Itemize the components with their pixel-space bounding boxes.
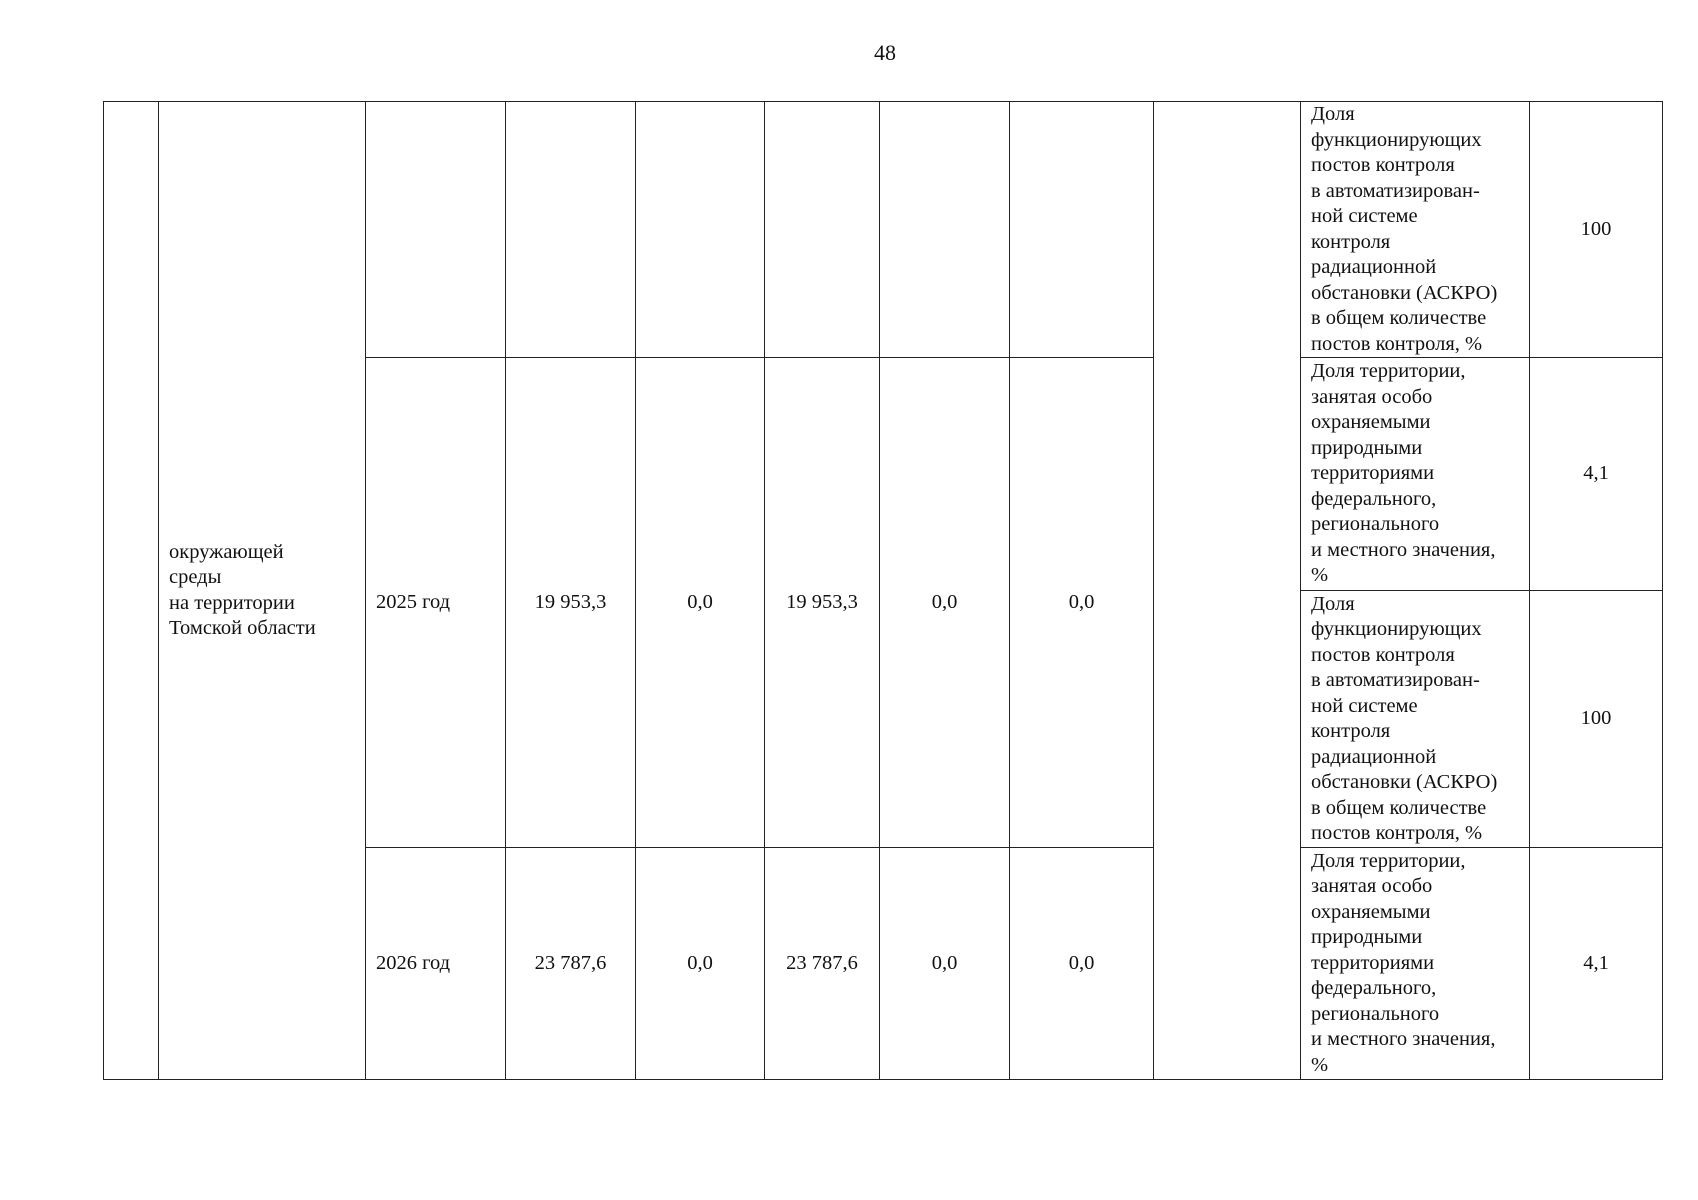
empty-number-cell (104, 102, 159, 1080)
indicator-value: 100 (1530, 591, 1663, 848)
program-name-line: среды (169, 566, 222, 588)
extra-cell: 0,0 (1010, 848, 1154, 1080)
indicator-line: занятая особо (1311, 875, 1433, 898)
indicator-line: % (1311, 1053, 1329, 1076)
indicator-value: 4,1 (1530, 848, 1663, 1080)
federal-cell: 0,0 (636, 848, 765, 1080)
budget-table (103, 101, 1663, 1080)
indicator-name-cell (1301, 848, 1530, 1080)
indicator-line: регионального (1311, 1002, 1440, 1025)
empty-cell (506, 102, 636, 358)
indicator-value: 100 (1530, 102, 1663, 358)
indicator-line: регионального (1311, 513, 1440, 536)
indicator-line: Доля (1311, 592, 1355, 615)
indicator-line: постов контроля (1311, 154, 1455, 176)
indicator-name-cell (1301, 358, 1530, 591)
empty-cell (1010, 102, 1154, 358)
indicator-line: постов контроля, % (1311, 332, 1483, 355)
page-number: 48 (874, 40, 896, 65)
indicator-line: в общем количестве (1311, 307, 1487, 329)
federal-cell: 0,0 (636, 358, 765, 848)
indicator-line: % (1311, 564, 1329, 587)
indicator-line: федерального, (1311, 487, 1437, 510)
program-name-line: Томской области (169, 617, 316, 639)
indicator-line: функционирующих (1311, 618, 1482, 640)
indicator-line: обстановки (АСКРО) (1311, 771, 1498, 793)
empty-cell (765, 102, 880, 358)
year-cell: 2025 год (366, 358, 506, 848)
indicator-line: Доля территории, (1311, 360, 1466, 383)
local-cell: 0,0 (880, 848, 1010, 1080)
indicator-line: территориями (1311, 462, 1435, 485)
empty-cell (366, 102, 506, 358)
indicator-line: контроля (1311, 720, 1391, 742)
indicator-line: функционирующих (1311, 128, 1482, 151)
empty-cell (636, 102, 765, 358)
indicator-line: контроля (1311, 230, 1391, 253)
regional-cell: 19 953,3 (765, 358, 880, 848)
indicator-line: федерального, (1311, 977, 1437, 1000)
indicator-name-cell (1301, 591, 1530, 848)
indicator-line: постов контроля (1311, 643, 1455, 666)
indicator-line: и местного значения, (1311, 1028, 1496, 1051)
total-cell: 19 953,3 (506, 358, 636, 848)
indicator-line: радиационной (1311, 256, 1437, 278)
indicator-line: природными (1311, 926, 1423, 949)
total-cell: 23 787,6 (506, 848, 636, 1080)
indicator-line: природными (1311, 436, 1423, 459)
indicator-name-cell (1301, 102, 1530, 358)
indicator-line: постов контроля, % (1311, 822, 1483, 844)
executor-cell (1154, 102, 1301, 1080)
table-row (104, 102, 1663, 358)
indicator-value: 4,1 (1530, 358, 1663, 591)
indicator-line: ной системе (1311, 205, 1418, 227)
indicator-line: и местного значения, (1311, 538, 1496, 561)
indicator-line: охраняемыми (1311, 411, 1431, 434)
year-cell: 2026 год (366, 848, 506, 1080)
indicator-line: в автоматизирован- (1311, 179, 1480, 202)
indicator-line: радиационной (1311, 745, 1437, 768)
indicator-line: территориями (1311, 951, 1435, 974)
program-name-line: на территории (169, 591, 295, 614)
regional-cell: 23 787,6 (765, 848, 880, 1080)
indicator-line: занятая особо (1311, 385, 1433, 408)
indicator-line: ной системе (1311, 694, 1418, 717)
program-name-line: окружающей (169, 540, 284, 563)
indicator-line: Доля территории, (1311, 849, 1466, 872)
indicator-line: обстановки (АСКРО) (1311, 281, 1498, 304)
local-cell: 0,0 (880, 358, 1010, 848)
empty-cell (880, 102, 1010, 358)
indicator-line: в общем количестве (1311, 796, 1487, 819)
indicator-line: в автоматизирован- (1311, 669, 1480, 691)
indicator-line: охраняемыми (1311, 900, 1431, 923)
extra-cell: 0,0 (1010, 358, 1154, 848)
indicator-line: Доля (1311, 103, 1355, 125)
program-name-cell (159, 102, 366, 1080)
